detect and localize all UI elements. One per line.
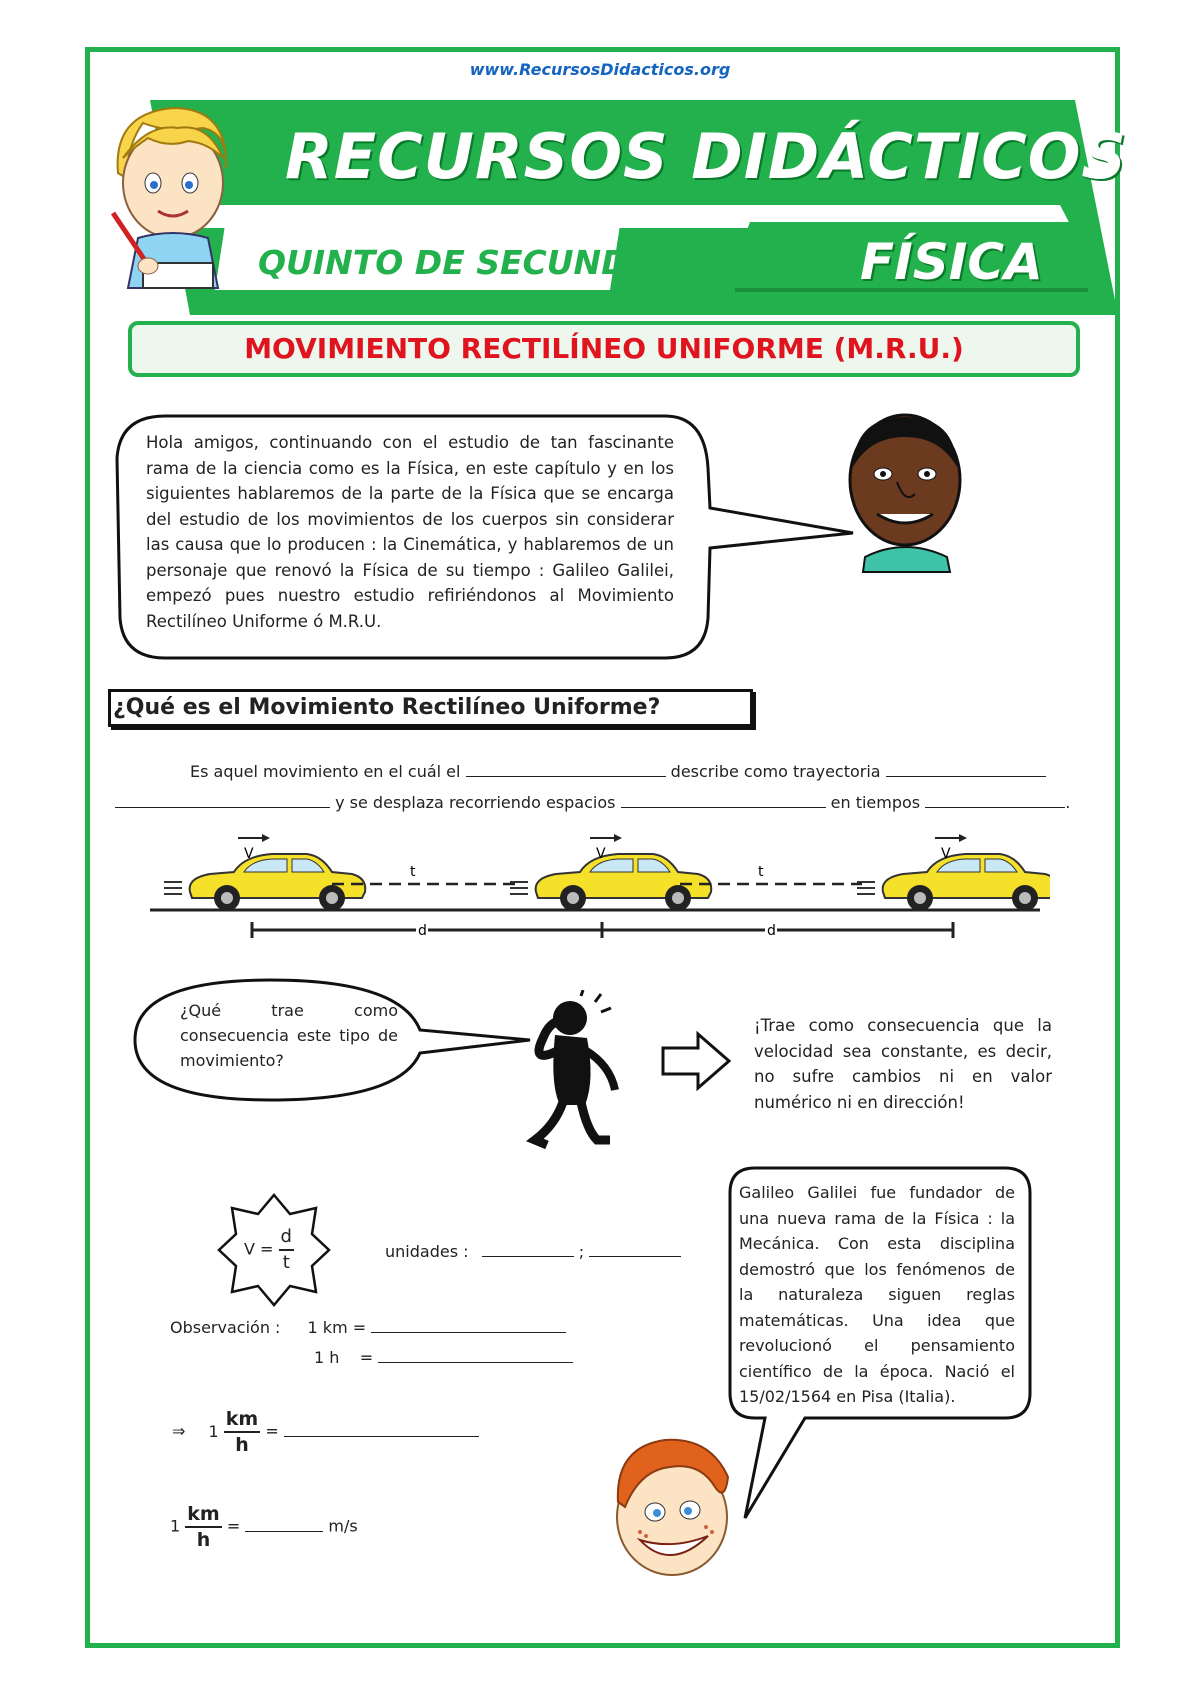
- definition-text-4: en tiempos: [830, 793, 921, 812]
- subject-label: FÍSICA: [860, 233, 1043, 291]
- definition-text-3: y se desplaza recorriendo espacios: [335, 793, 616, 812]
- velocity-label-3: V: [941, 846, 951, 862]
- blank-mobile[interactable]: [466, 760, 666, 777]
- formula-lhs: V =: [244, 1239, 274, 1259]
- velocity-vector-2: [590, 834, 622, 842]
- smiling-boy-illustration: [610, 1432, 740, 1582]
- grade-label: QUINTO DE SECUNDARIA: [258, 243, 718, 282]
- distance-label-1: d: [418, 923, 427, 939]
- man-face-illustration: [835, 412, 975, 577]
- blank-trajectory[interactable]: [886, 760, 1046, 777]
- conversion-2-denominator: h: [196, 1529, 211, 1551]
- conversion-1: [172, 1407, 479, 1457]
- distance-label-2: d: [767, 923, 776, 939]
- conversion-2-equals: =: [226, 1516, 241, 1536]
- blank-km[interactable]: [371, 1316, 566, 1333]
- blank-trajectory-cont[interactable]: [115, 791, 330, 808]
- conversion-2: [170, 1502, 358, 1552]
- velocity-formula: [244, 1225, 294, 1275]
- time-label-2: t: [758, 864, 764, 880]
- conversion-1-numerator: km: [224, 1407, 260, 1433]
- conversion-1-one: 1: [208, 1421, 219, 1441]
- conversion-1-denominator: h: [235, 1434, 249, 1456]
- definition-line-2: [115, 791, 1070, 812]
- galileo-text: Galileo Galilei fue fundador de una nueva rama de la Física : la Mecánica. Con esta disciplina demostró que los fenómenos de la naturaleza siguen reglas matemáticas. Una idea que revolucionó el pensamiento científico de la época. Nació el 15/02/1564 en Pisa (Italia).: [739, 1183, 1015, 1406]
- blank-spaces[interactable]: [621, 791, 826, 808]
- blank-unit-2[interactable]: [589, 1240, 681, 1257]
- conversion-2-unit: m/s: [328, 1516, 358, 1536]
- blank-conversion-2[interactable]: [245, 1515, 323, 1532]
- time-label-1: t: [410, 864, 416, 880]
- blank-h[interactable]: [378, 1346, 573, 1363]
- units-separator: ;: [578, 1242, 585, 1261]
- observation-label: Observación :: [170, 1318, 281, 1337]
- definition-end: .: [1065, 793, 1071, 812]
- blank-conversion-1[interactable]: [284, 1420, 479, 1437]
- blank-times[interactable]: [925, 791, 1065, 808]
- observation-line-km: [170, 1316, 566, 1337]
- formula-numerator: d: [279, 1225, 294, 1251]
- car-3: [857, 854, 1050, 911]
- formula-denominator: t: [282, 1252, 290, 1273]
- conversion-2-one: 1: [170, 1516, 181, 1536]
- velocity-vector-1: [238, 834, 270, 842]
- definition-line-1: [190, 760, 1046, 781]
- car-2: [510, 854, 711, 911]
- implies-icon: ⇒: [172, 1421, 186, 1441]
- velocity-label-2: V: [596, 846, 606, 862]
- thinking-person-illustration: [525, 990, 630, 1160]
- intro-text: Hola amigos, continuando con el estudio de tan fascinante rama de la ciencia como es la Física, en este capítulo y en los siguientes hablaremos de la parte de la Física que se encarga del estudio de los movimientos de los cuerpos sin considerar las causa que lo producen : la Cinemática, y hablaremos de un personaje que renovó la Física de su tiempo : Galileo Galilei, empezó pues nuestro estudio refiriéndonos al Movimiento Rectilíneo Uniforme ó M.R.U.: [146, 433, 674, 631]
- boy-writing-illustration: [108, 103, 238, 303]
- units-label: unidades :: [385, 1242, 469, 1261]
- site-url[interactable]: www.RecursosDidacticos.org: [469, 60, 731, 79]
- consequence-answer: ¡Trae como consecuencia que la velocidad sea constante, es decir, no sufre cambios ni en valor numérico ni en dirección!: [754, 1016, 1052, 1112]
- conversion-1-equals: =: [265, 1421, 279, 1441]
- km-label: 1 km =: [307, 1318, 367, 1337]
- brand-title: RECURSOS DIDÁCTICOS: [285, 120, 1128, 193]
- consequence-question: ¿Qué trae como consecuencia este tipo de movimiento?: [180, 1001, 398, 1070]
- car-1: [164, 854, 365, 911]
- velocity-vector-3: [935, 834, 967, 842]
- h-label: 1 h =: [314, 1348, 374, 1367]
- units-line: [385, 1240, 681, 1261]
- velocity-label-1: V: [244, 846, 254, 862]
- definition-text-1: Es aquel movimiento en el cuál el: [190, 762, 461, 781]
- conversion-2-numerator: km: [185, 1502, 221, 1528]
- definition-text-2: describe como trayectoria: [670, 762, 881, 781]
- blank-unit-1[interactable]: [482, 1240, 574, 1257]
- mru-cars-diagram: [150, 828, 1050, 943]
- arrow-right-icon: [660, 1030, 732, 1092]
- observation-line-h: [314, 1346, 573, 1367]
- page-title: MOVIMIENTO RECTILÍNEO UNIFORME (M.R.U.): [128, 321, 1080, 377]
- section-question: ¿Qué es el Movimiento Rectilíneo Uniforme?: [108, 689, 753, 727]
